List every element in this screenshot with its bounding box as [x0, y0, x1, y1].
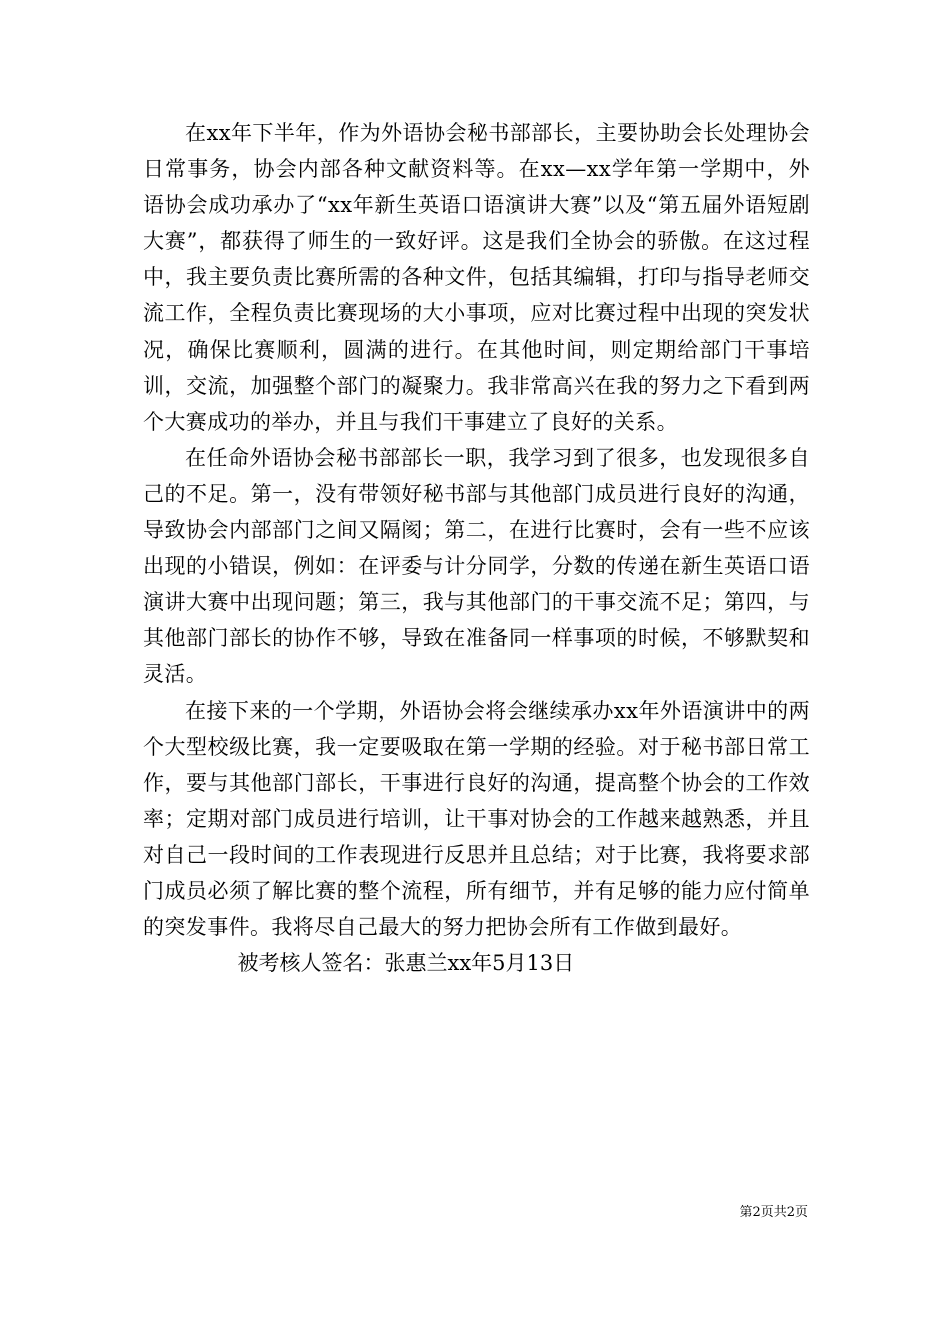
document-body — [143, 115, 810, 981]
signature-line: 被考核人签名：张惠兰xx年5月13日 — [237, 951, 575, 976]
paragraph-2: 在任命外语协会秘书部部长一职，我学习到了很多，也发现很多自己的不足。第一，没有带领好秘书部与其他部门成员进行良好的沟通，导致协会内部部门之间又隔阂；第二，在进行比赛时，会有一些不应该出现的小错误，例如：在评委与计分同学，分数的传递在新生英语口语演讲大赛中出现问题；第三，我与其他部门的干事交流不足；第四，与其他部门部长的协作不够，导致在准备同一样事项的时候，不够默契和灵活。 — [143, 445, 810, 687]
paragraph-3: 在接下来的一个学期，外语协会将会继续承办xx年外语演讲中的两个大型校级比赛，我一定要吸取在第一学期的经验。对于秘书部日常工作，要与其他部门部长，干事进行良好的沟通，提高整个协会的工作效率；定期对部门成员进行培训，让干事对协会的工作越来越熟悉，并且对自己一段时间的工作表现进行反思并且总结；对于比赛，我将要求部门成员必须了解比赛的整个流程，所有细节，并有足够的能力应付简单的突发事件。我将尽自己最大的努力把协会所有工作做到最好。 — [143, 698, 810, 940]
paragraph-1: 在xx年下半年，作为外语协会秘书部部长，主要协助会长处理协会日常事务，协会内部各种文献资料等。在xx—xx学年第一学期中，外语协会成功承办了“xx年新生英语口语演讲大赛”以及“第五届外语短剧大赛”，都获得了师生的一致好评。这是我们全协会的骄傲。在这过程中，我主要负责比赛所需的各种文件，包括其编辑，打印与指导老师交流工作，全程负责比赛现场的大小事项，应对比赛过程中出现的突发状况，确保比赛顺利，圆满的进行。在其他时间，则定期给部门干事培训，交流，加强整个部门的凝聚力。我非常高兴在我的努力之下看到两个大赛成功的举办，并且与我们干事建立了良好的关系。 — [143, 121, 810, 434]
page-number-footer: 第2页共2页 — [739, 1205, 808, 1220]
